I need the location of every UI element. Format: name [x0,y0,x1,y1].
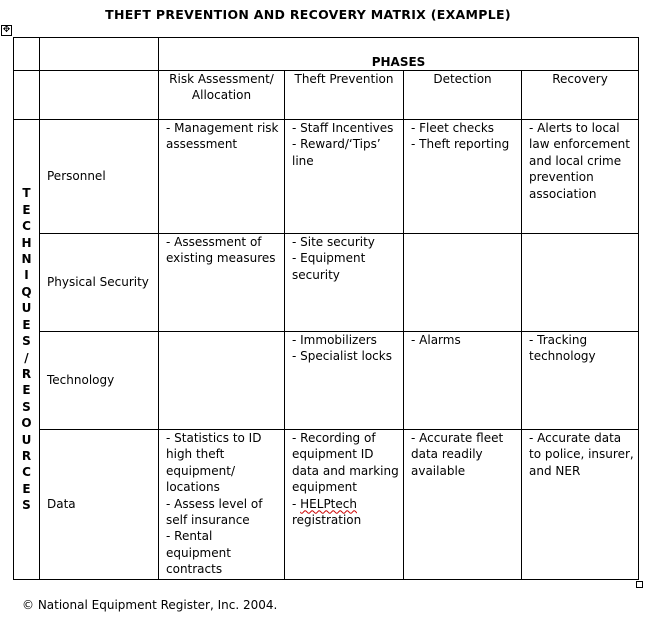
cell-item: - Equipment security [292,251,366,282]
row-label-data: Data [40,430,159,580]
cell-item: - Theft reporting [411,137,510,152]
cell-item: - HELPtech registration [292,496,362,528]
four-way-arrow-icon[interactable]: ✥ [2,25,11,35]
matrix-cell [159,430,285,580]
vertical-letter: H [21,235,32,250]
vertical-letter: E [22,481,31,496]
document-title: THEFT PREVENTION AND RECOVERY MATRIX (EXAMPLE) [105,7,511,22]
row-label-physical-security: Physical Security [40,234,159,332]
spellcheck-word: HELPtech [300,496,357,511]
cell-item: - Immobilizers [292,333,377,347]
vertical-letter: R [21,448,32,463]
cell-item: - Accurate fleet data readily available [411,431,504,478]
cell-item: - Reward/‘Tips’ line [292,137,381,168]
copyright-footer: © National Equipment Register, Inc. 2004. [22,598,278,612]
matrix-cell [159,332,285,430]
vertical-letter: U [21,301,32,316]
cell-item: - Staff Incentives [292,121,394,135]
cell-item: - Assessment of existing measures [166,235,276,266]
matrix-cell [522,234,639,332]
matrix-cell [404,430,522,580]
matrix-cell [285,234,404,332]
matrix-cell [522,332,639,430]
matrix-cell [159,234,285,332]
row-label-personnel: Personnel [40,120,159,234]
cell-item: - Rental equipment contracts [166,529,231,577]
vertical-letter: S [22,498,31,513]
cell-item: - Accurate data to police, insurer, and NER [529,431,634,478]
cell-item: - Assess level of self insurance [166,496,263,528]
vertical-letter: / [24,350,29,365]
matrix-cell [522,430,639,580]
vertical-letter: T [22,186,31,201]
vertical-letter: E [22,383,31,398]
techniques-resources-label [14,120,40,580]
vertical-letter: U [21,432,32,447]
cell-item: - Statistics to ID high theft equipment/ locations [166,431,262,495]
phase-header-1: Risk Assessment/ Allocation [159,71,285,120]
matrix-cell [522,120,639,234]
cell-item: - Management risk assessment [166,121,279,152]
vertical-letter: R [21,366,32,381]
cell-item: - Alerts to local law enforcement and local crime prevention association [529,121,630,201]
theft-matrix-table [13,37,639,580]
corner-cell [14,71,40,120]
vertical-letter: E [22,202,31,217]
phase-header-3: Detection [404,71,522,120]
corner-cell [40,71,159,120]
cell-item: - Site security [292,235,375,249]
matrix-cell [285,120,404,234]
cell-item: - Specialist locks [292,349,392,364]
row-label-technology: Technology [40,332,159,430]
phase-header-2: Theft Prevention [285,71,404,120]
cell-item: - Fleet checks [411,121,495,135]
vertical-letter: O [21,416,32,431]
resize-handle-icon[interactable] [636,581,643,588]
matrix-cell [285,430,404,580]
vertical-letter: E [22,317,31,332]
matrix-cell [159,120,285,234]
phase-header-4: Recovery [522,71,639,120]
cell-item: - Tracking technology [529,333,596,364]
cell-item: - Recording of equipment ID data and marking equipment [292,431,399,495]
corner-cell [40,38,159,71]
vertical-letter: C [22,219,31,234]
vertical-letter: S [22,399,31,414]
vertical-letter: C [22,465,31,480]
vertical-letter: Q [21,284,32,299]
cell-item: - Alarms [411,333,461,347]
matrix-cell [285,332,404,430]
corner-cell [14,38,40,71]
vertical-letter: S [22,334,31,349]
vertical-letter: I [24,268,29,283]
matrix-cell [404,120,522,234]
phases-header: PHASES [159,38,639,71]
matrix-cell [404,332,522,430]
vertical-letter: N [21,252,32,267]
matrix-cell [404,234,522,332]
